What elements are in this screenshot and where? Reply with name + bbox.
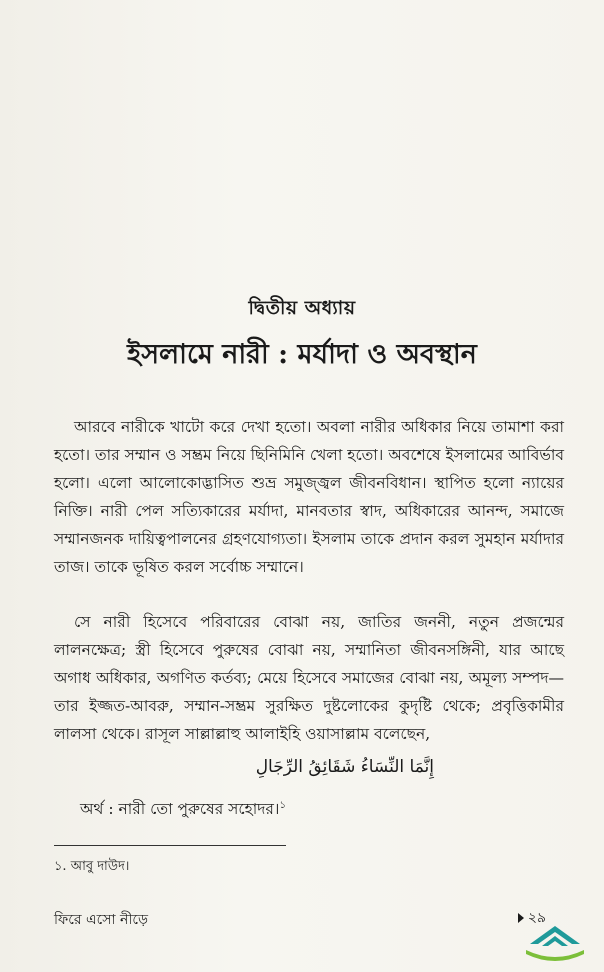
footnote-mark: ১ [279,799,286,811]
footnote-divider [54,845,286,846]
page-number-value: ২৯ [527,910,546,926]
arabic-quote: إِنَّمَا النِّسَاءُ شَقَائِقُ الرِّجَالِ [255,757,434,777]
body-paragraph-2: সে নারী হিসেবে পরিবারের বোঝা নয়, জাতির জননী, নতুন প্রজন্মের লালনক্ষেত্র; স্ত্রী হিসেবে পুরুষের বোঝা নয়, সম্মানিতা জীবনসঙ্গিনী, যার আছে অগাধ অধিকার, অগণিত কর্তব্য; মেয়ে হিসেবে সমাজের বোঝা নয়, অমূল্য সম্পদ—তার ইজ্জত-আবরু, সম্মান-সম্ভ্রম সুরক্ষিত দুষ্টলোকের কুদৃষ্টি থেকে; প্রবৃত্তিকামীর লালসা থেকে। রাসূল সাল্লাল্লাহু আলাইহি ওয়াসাল্লাম বলেছেন, [54,612,564,743]
publisher-logo-icon [520,924,590,964]
triangle-right-icon [518,913,524,923]
chapter-title: ইসলামে নারী : মর্যাদা ও অবস্থান [127,339,477,370]
chapter-label: দ্বিতীয় অধ্যায় [248,297,356,319]
quote-meaning [80,797,286,823]
body-paragraph-1: আরবে নারীকে খাটো করে দেখা হতো। অবলা নারীর অধিকার নিয়ে তামাশা করা হতো। তার সম্মান ও সম্ভ্রম নিয়ে ছিনিমিনি খেলা হতো। অবশেষে ইসলামের আবির্ভাব হলো। এলো আলোকোদ্ভাসিত শুভ্র সমুজ্জ্বল জীবনবিধান। স্থাপিত হলো ন্যায়ের নিক্তি। নারী পেল সত্যিকারের মর্যাদা, মানবতার স্বাদ, অধিকারের আনন্দ, সমাজে সম্মানজনক দায়িত্বপালনের গ্রহণযোগ্যতা। ইসলাম তাকে প্রদান করল সুমহান মর্যাদার তাজ। তাকে ভূষিত করল সর্বোচ্চ সম্মানে। [54,417,564,576]
running-title: ফিরে এসো নীড়ে [54,912,149,928]
footnote: ১. আবু দাউদ। [54,859,130,874]
quote-meaning-text: অর্থ : নারী তো পুরুষের সহোদর। [80,800,280,818]
